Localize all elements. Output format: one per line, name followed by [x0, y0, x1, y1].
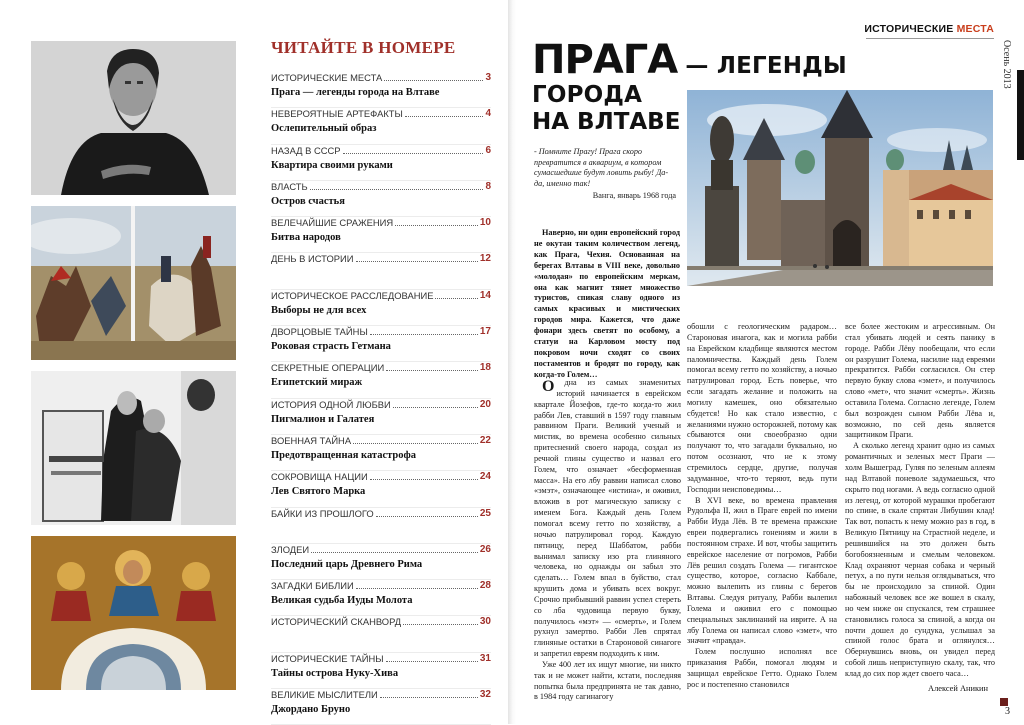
toc-leader-dots [393, 406, 478, 408]
toc-page-number: 31 [479, 652, 491, 664]
toc-page-number: 12 [479, 253, 491, 265]
toc-entry[interactable] [271, 580, 491, 616]
toc-page-number: 20 [479, 398, 491, 410]
paragraph: Голем послушно исполнял все приказания Рабби, помогал людям и защищал еврейское Гетто. Однако Голем рос и постепенно становился [687, 647, 837, 689]
toc-leader-dots [386, 369, 478, 371]
toc-page-number: 26 [479, 543, 491, 555]
toc-title: Роковая страсть Гетмана [271, 341, 391, 353]
toc-entry[interactable] [271, 145, 491, 181]
toc-entry-row [271, 326, 491, 338]
page-spine [508, 0, 516, 724]
toc-entry-row [271, 253, 491, 265]
toc-entry[interactable] [271, 399, 491, 435]
toc-title: Прага — легенды города на Влтаве [271, 87, 440, 98]
paragraph: все более жестоким и агрессивным. Он стал убивать людей и сеять панику в городе. Рабби Лёву пообещали, что если он разрушит Голема, насилие над евреями прекратится. Рабби согласился. Он стер первую букву слова «эмет», и получилось слово «мет», что значит «смерть». Жизнь оставила Голема. Согласно легенде, Голем был возрожден сыном Рабби Лёва и, возможно, по сей день является защитником Праги. [845, 322, 995, 440]
toc-title: Последний царь Древнего Рима [271, 558, 423, 570]
toc-heading: ЧИТАЙТЕ В НОМЕРЕ [271, 38, 456, 57]
toc-page-number: 22 [479, 434, 491, 446]
toc-title: Великая судьба Иуды Молота [271, 595, 413, 607]
paragraph: А сколько легенд хранит одно из самых романтичных и зеленых мест Праги — холм Вышеград. Гуляя по зеленым аллеям над Влтавой поневоле задумаешься, что скрыто под ногами. А ведь согласно одной из легенд, от которой мурашки пробегают по спине, в скале спрятан Либушин клад! Так вот, попасть к нему можно раз в год, в Великую Пятницу на Страстной неделе, и решившийся на это должен быть богобоязненным и смелым человеком. Клад охраняют черная собака и черный петух, а по пути нельзя оглядываться, что бы не происходило за спиной. Один набожный человек все же вошел в скалу, но чем ниже он спускался, тем страшнее становились голоса за спиной, а когда он почти дошел до сундука, услышал за спиной голос брата и оглянулся… Обернувшись вновь, он увидел перед собой лишь неприступную скалу, так, что клад до сих пор ждет своего часа… [845, 441, 995, 678]
toc-title: Джордано Бруно [271, 704, 351, 716]
article-column-2 [687, 322, 837, 691]
page-number-marker [1000, 698, 1008, 706]
toc-page-number: 25 [479, 507, 491, 519]
couple-at-piano-photo [31, 371, 236, 525]
left-page [0, 0, 508, 724]
toc-entry[interactable] [271, 653, 491, 689]
toc-entry-row [271, 435, 491, 447]
toc-entry-row [271, 689, 491, 701]
title-sub: — ЛЕГЕНДЫ ГОРОДА [532, 53, 847, 108]
toc-leader-dots [380, 696, 478, 698]
toc-entry-row [271, 217, 491, 229]
toc-category: НАЗАД В СССР [271, 144, 341, 156]
toc-page-number: 10 [479, 217, 491, 229]
rasputin-portrait-photo [31, 41, 236, 195]
toc-title: Битва народов [271, 232, 341, 244]
toc-entry-row [271, 362, 491, 374]
paragraph: Уже 400 лет их ищут многие, ни никто так и не может найти, кстати, последняя попытка была предпринята не так давно, в 1984 году сагинагогу [534, 659, 681, 702]
toc-page-number: 30 [479, 616, 491, 628]
toc-entry[interactable] [271, 689, 491, 725]
toc-entry[interactable] [271, 544, 491, 580]
toc-category: ДЕНЬ В ИСТОРИИ [271, 253, 354, 265]
toc-title: Квартира своими руками [271, 159, 393, 171]
toc-category: ИСТОРИЧЕСКИЙ СКАНВОРД [271, 616, 402, 628]
toc-leader-dots [310, 188, 484, 190]
toc-entry-row [271, 72, 491, 84]
toc-category: ЗАГАДКИ БИБЛИИ [271, 580, 354, 592]
toc-entry-row [271, 508, 491, 520]
toc-leader-dots [384, 79, 483, 81]
toc-page-number: 18 [479, 362, 491, 374]
edge-bar [1017, 70, 1024, 160]
issue-season: Осень 2013 [1001, 40, 1012, 89]
toc-title: Предотвращенная катастрофа [271, 449, 417, 461]
toc-category: ЗЛОДЕИ [271, 543, 310, 555]
toc-page-number: 24 [479, 471, 491, 483]
toc-leader-dots [435, 297, 477, 299]
toc-category: ВЕЛИКИЕ МЫСЛИТЕЛИ [271, 689, 378, 701]
toc-page-number: 28 [479, 580, 491, 592]
toc-page-number: 6 [485, 144, 491, 156]
toc-entry[interactable] [271, 181, 491, 217]
toc-category: ВОЕННАЯ ТАЙНА [271, 434, 352, 446]
toc-leader-dots [311, 551, 478, 553]
article-column-1 [534, 378, 681, 703]
toc-category: ИСТОРИЯ ОДНОЙ ЛЮБВИ [271, 398, 391, 410]
toc-category: ИСТОРИЧЕСКИЕ МЕСТА [271, 72, 383, 83]
toc-title: Выборы не для всех [271, 304, 367, 316]
toc-title: Остров счастья [271, 195, 345, 207]
toc-title: Пигмалион и Галатея [271, 413, 375, 425]
epigraph-text: - Помните Прагу! Прага скоро превратится в аквариум, в котором сумасшедшие будут ловить рыбу! Да-да, именно так! [534, 147, 669, 188]
toc-list [271, 72, 491, 725]
toc-entry[interactable] [271, 253, 491, 289]
toc-leader-dots [403, 623, 478, 625]
toc-entry[interactable] [271, 326, 491, 362]
toc-page-number: 32 [479, 689, 491, 701]
section-tag-part2: МЕСТА [956, 23, 994, 35]
toc-title: Лев Святого Марка [271, 486, 366, 498]
article-lead: Наверно, ни один европейский город не окутан таким количеством легенд, как Прага, Чехия. Основанная на берегах Влтавы в VIII веке, довольно «молодая» по европейским меркам, она как магнит тянет множество туристов, спикая славу одного из самых красивых и мистических городов мира. Кажется, что даже фонари здесь светят по особому, а статуи на Карловом мосту под покровом ночи сходят со своих постаментов и бродят по городу, как когда-то Голем… [534, 228, 680, 379]
toc-title: Ослепительный образ [271, 123, 377, 135]
page-number: 3 [1005, 706, 1010, 717]
toc-entry[interactable] [271, 508, 491, 544]
toc-leader-dots [386, 660, 478, 662]
drop-cap: О [542, 378, 555, 395]
article-column-3 [845, 322, 995, 680]
title-main: ПРАГА [532, 37, 678, 83]
toc-title: Египетский мираж [271, 377, 363, 389]
toc-entry-row [271, 290, 491, 302]
toc-leader-dots [376, 515, 478, 517]
toc-leader-dots [353, 442, 478, 444]
toc-category: ДВОРЦОВЫЕ ТАЙНЫ [271, 326, 368, 338]
toc-entry[interactable] [271, 435, 491, 471]
toc-page-number: 17 [479, 326, 491, 338]
epigraph [534, 147, 676, 202]
toc-entry[interactable] [271, 108, 491, 144]
toc-entry-row [271, 580, 491, 592]
toc-leader-dots [356, 260, 478, 262]
toc-category: БАЙКИ ИЗ ПРОШЛОГО [271, 507, 374, 519]
toc-leader-dots [356, 587, 478, 589]
toc-leader-dots [343, 152, 484, 154]
right-page [516, 0, 1024, 724]
toc-category: ИСТОРИЧЕСКИЕ ТАЙНЫ [271, 652, 384, 664]
section-tag-part1: ИСТОРИЧЕСКИЕ [864, 23, 957, 35]
toc-entry[interactable] [271, 362, 491, 398]
toc-category: СОКРОВИЩА НАЦИИ [271, 471, 368, 483]
toc-entry-row [271, 616, 491, 628]
religious-mosaic-photo [31, 536, 236, 690]
toc-entry[interactable] [271, 290, 491, 326]
title-line2: НА ВЛТАВЕ [532, 109, 681, 135]
toc-leader-dots [395, 224, 478, 226]
toc-leader-dots [405, 115, 484, 117]
toc-entry[interactable] [271, 616, 491, 652]
toc-page-number: 8 [485, 180, 491, 192]
toc-entry[interactable] [271, 72, 491, 108]
toc-title: Тайны острова Нуку-Хива [271, 667, 399, 679]
paragraph: обошли с геологическим радаром… Староновая инагога, как и могила рабби на Еврейском кладбище являются местом паломничества. Каждый день Голем помогал всему гетто по хозяйству, а ночью патрулировал город. Есть поверье, что если загадать желание и положить на могилу камешек, оно обязательно сбудется! Но как стало известно, с желаниями нужно осторожней, потому как сбываются они своеобразно одни получают то, что загадали буквально, но потом осознают, что не к этому стремилось сердце, другие, получая задуманное, что-то теряют, ведь пути Господни неисповедимы… [687, 322, 837, 494]
toc-entry-row [271, 399, 491, 411]
toc-leader-dots [370, 478, 478, 480]
prague-bridge-photo [687, 90, 993, 286]
toc-category: ИСТОРИЧЕСКОЕ РАССЛЕДОВАНИЕ [271, 289, 434, 301]
table-of-contents [271, 38, 491, 725]
toc-entry-row [271, 181, 491, 193]
toc-entry-row [271, 544, 491, 556]
toc-leader-dots [370, 333, 478, 335]
toc-page-number: 14 [479, 289, 491, 301]
toc-entry-row [271, 471, 491, 483]
battle-painting [31, 206, 236, 360]
section-tag [864, 23, 994, 35]
toc-entry[interactable] [271, 217, 491, 253]
toc-category: ВЛАСТЬ [271, 180, 308, 192]
toc-category: ВЕЛЕЧАЙШИЕ СРАЖЕНИЯ [271, 217, 394, 229]
paragraph: дна из самых знаменитых историй начинается в еврейском квартале Йозефов, где-то когда-то жил рабби Лев, ставший в 1597 году главным раввином Праги. Великий ученый и мистик, во времена особенно сильных притеснений своего народа, создал из речной глины существо и назвал его Голем, что означает «бесформенная масса». На его лбу раввин написал слово «эмэт», означающее «истина», и оживил, вложив в рот магическую записку с именем Бога. Каждый день Голем помогал всему гетто по хозяйству, а ночью патрулировал город. Каждую пятницу, перед Шаббатом, рабби вынимал записку изо рта глиняного человека, но однажды он забыл это сделать… Голем впал в буйство, стал крушить дома и убивать всех вокруг. Срочно прибывший раввин успел стереть со лба чудовища первую букву, получилось «мэт» — «смерть», и Голем рухнул замертво. Рабби Лев спрятал глиняные остатки в Староновой синагоге и запретил евреям подходить к ним. [534, 378, 681, 659]
toc-category: СЕКРЕТНЫЕ ОПЕРАЦИИ [271, 362, 385, 374]
epigraph-author: Ванга, январь 1968 года [592, 191, 676, 201]
toc-entry[interactable] [271, 471, 491, 507]
toc-page-number: 4 [485, 108, 491, 120]
toc-category: НЕВЕРОЯТНЫЕ АРТЕФАКТЫ [271, 108, 403, 120]
article-author: Алексей Аникин [928, 684, 988, 693]
toc-page-number: 3 [485, 72, 491, 83]
toc-entry-row [271, 108, 491, 120]
toc-entry-row [271, 145, 491, 157]
toc-entry-row [271, 653, 491, 665]
paragraph: В XVI веке, во времена правления Рудольфа II, жил в Праге еврей по имени Рабби Иуда Лёв. В те времена пражские евреи подвергались гонениям и жили в постоянном страхе. И вот, чтобы защитить еврейское население от погромов, Рабби Лёв решил создать Голема — гигантское существо, которое, согласно Каббале, можно вылепить из глины с берегов Влтавы. Следуя ритуалу, Рабби вылепил Голема и оживил его с помощью специальных заклинаний на иврите. А на лбу Голема он написал слово «эмет», что значит «правда». [687, 495, 837, 646]
